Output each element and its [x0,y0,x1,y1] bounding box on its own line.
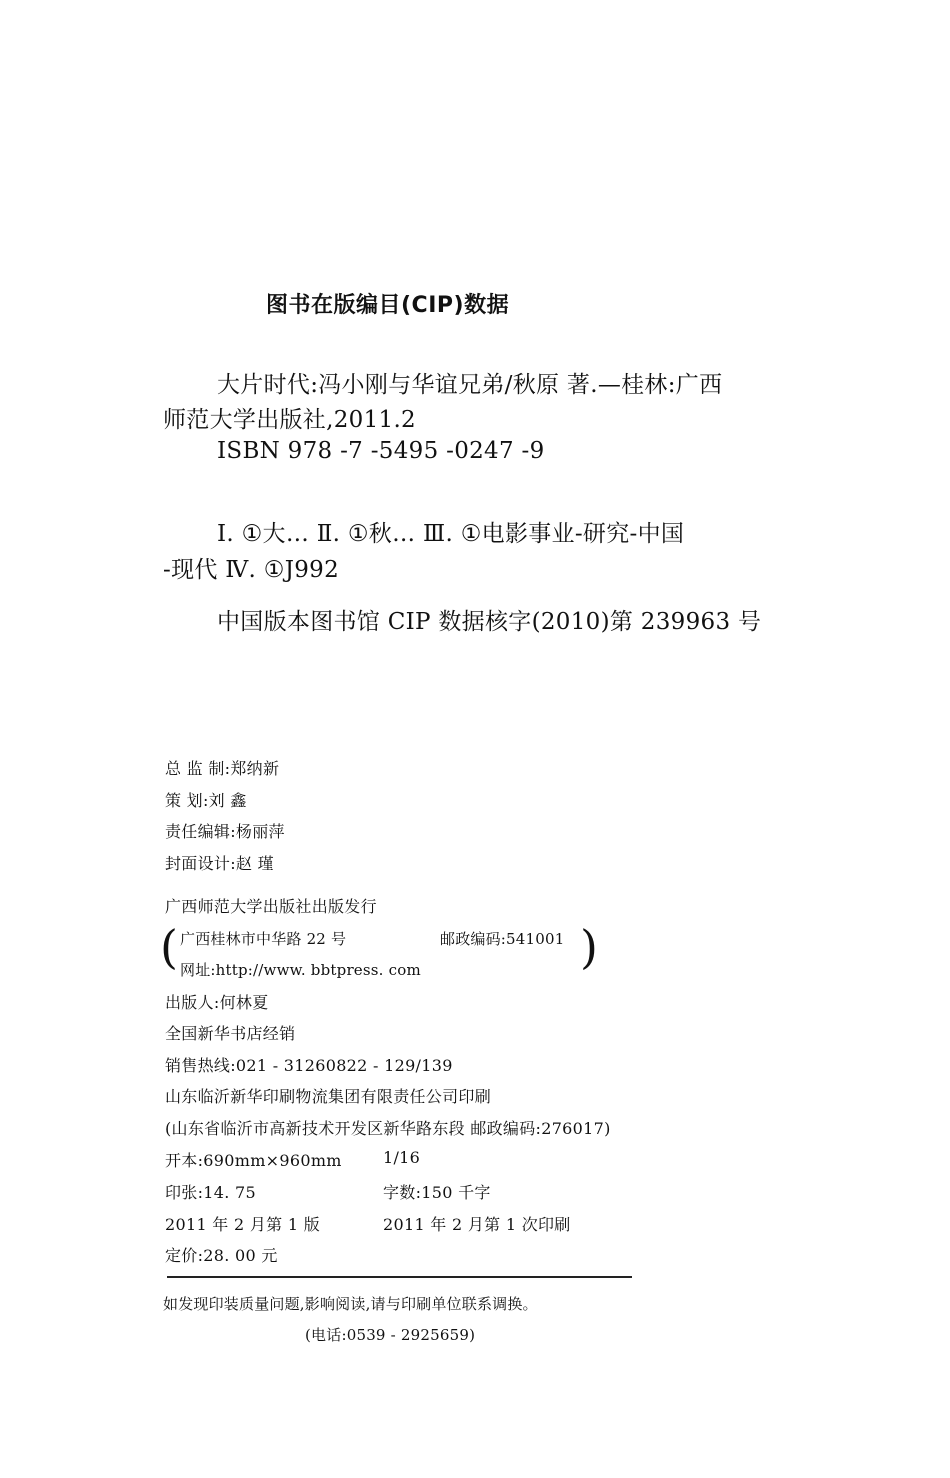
quality-notice: 如发现印装质量问题,影响阅读,请与印刷单位联系调换。 [163,1295,538,1313]
book-format-size: 1/16 [383,1148,421,1167]
credit-cover-design: 封面设计:赵 瑾 [165,854,274,873]
cip-bibliographic-line-2: 师范大学出版社,2011.2 [163,407,416,433]
credit-editor: 责任编辑:杨丽萍 [165,822,285,841]
publisher-line: 广西师范大学出版社出版发行 [165,897,377,916]
edition-line: 2011 年 2 月第 1 版 [165,1215,321,1234]
cip-classification-line-1: Ⅰ. ①大… Ⅱ. ①秋… Ⅲ. ①电影事业-研究-中国 [217,521,685,547]
credit-supervisor: 总 监 制:郑纳新 [165,759,280,778]
publisher-postcode: 邮政编码:541001 [440,930,565,948]
credit-planner: 策 划:刘 鑫 [165,791,247,810]
book-format: 开本:690mm×960mm [165,1151,342,1170]
cip-title: 图书在版编目(CIP)数据 [266,293,510,318]
cip-bibliographic-line-1: 大片时代:冯小刚与华谊兄弟/秋原 著.—桂林:广西 [217,372,723,398]
printing-line: 2011 年 2 月第 1 次印刷 [383,1215,571,1234]
cip-classification-line-2: -现代 Ⅳ. ①J992 [163,557,340,583]
publisher-person: 出版人:何林夏 [165,993,269,1012]
distributor-line: 全国新华书店经销 [165,1024,296,1043]
printed-sheets: 印张:14. 75 [165,1183,256,1202]
cip-verification-number: 中国版本图书馆 CIP 数据核字(2010)第 239963 号 [217,609,762,635]
cip-isbn: ISBN 978 -7 -5495 -0247 -9 [217,438,545,464]
notice-phone: (电话:0539 - 2925659) [305,1326,476,1344]
address-close-paren: ) [580,920,598,974]
publisher-address: 广西桂林市中华路 22 号 [180,930,347,948]
word-count: 字数:150 千字 [383,1183,491,1202]
address-open-paren: ( [160,920,178,974]
price-line: 定价:28. 00 元 [165,1246,278,1265]
printer-line: 山东临沂新华印刷物流集团有限责任公司印刷 [165,1087,492,1106]
publisher-website: 网址:http://www. bbtpress. com [180,961,421,979]
sales-hotline: 销售热线:021 - 31260822 - 129/139 [165,1056,453,1075]
divider-rule [167,1276,632,1278]
printer-address: (山东省临沂市高新技术开发区新华路东段 邮政编码:276017) [165,1119,611,1138]
